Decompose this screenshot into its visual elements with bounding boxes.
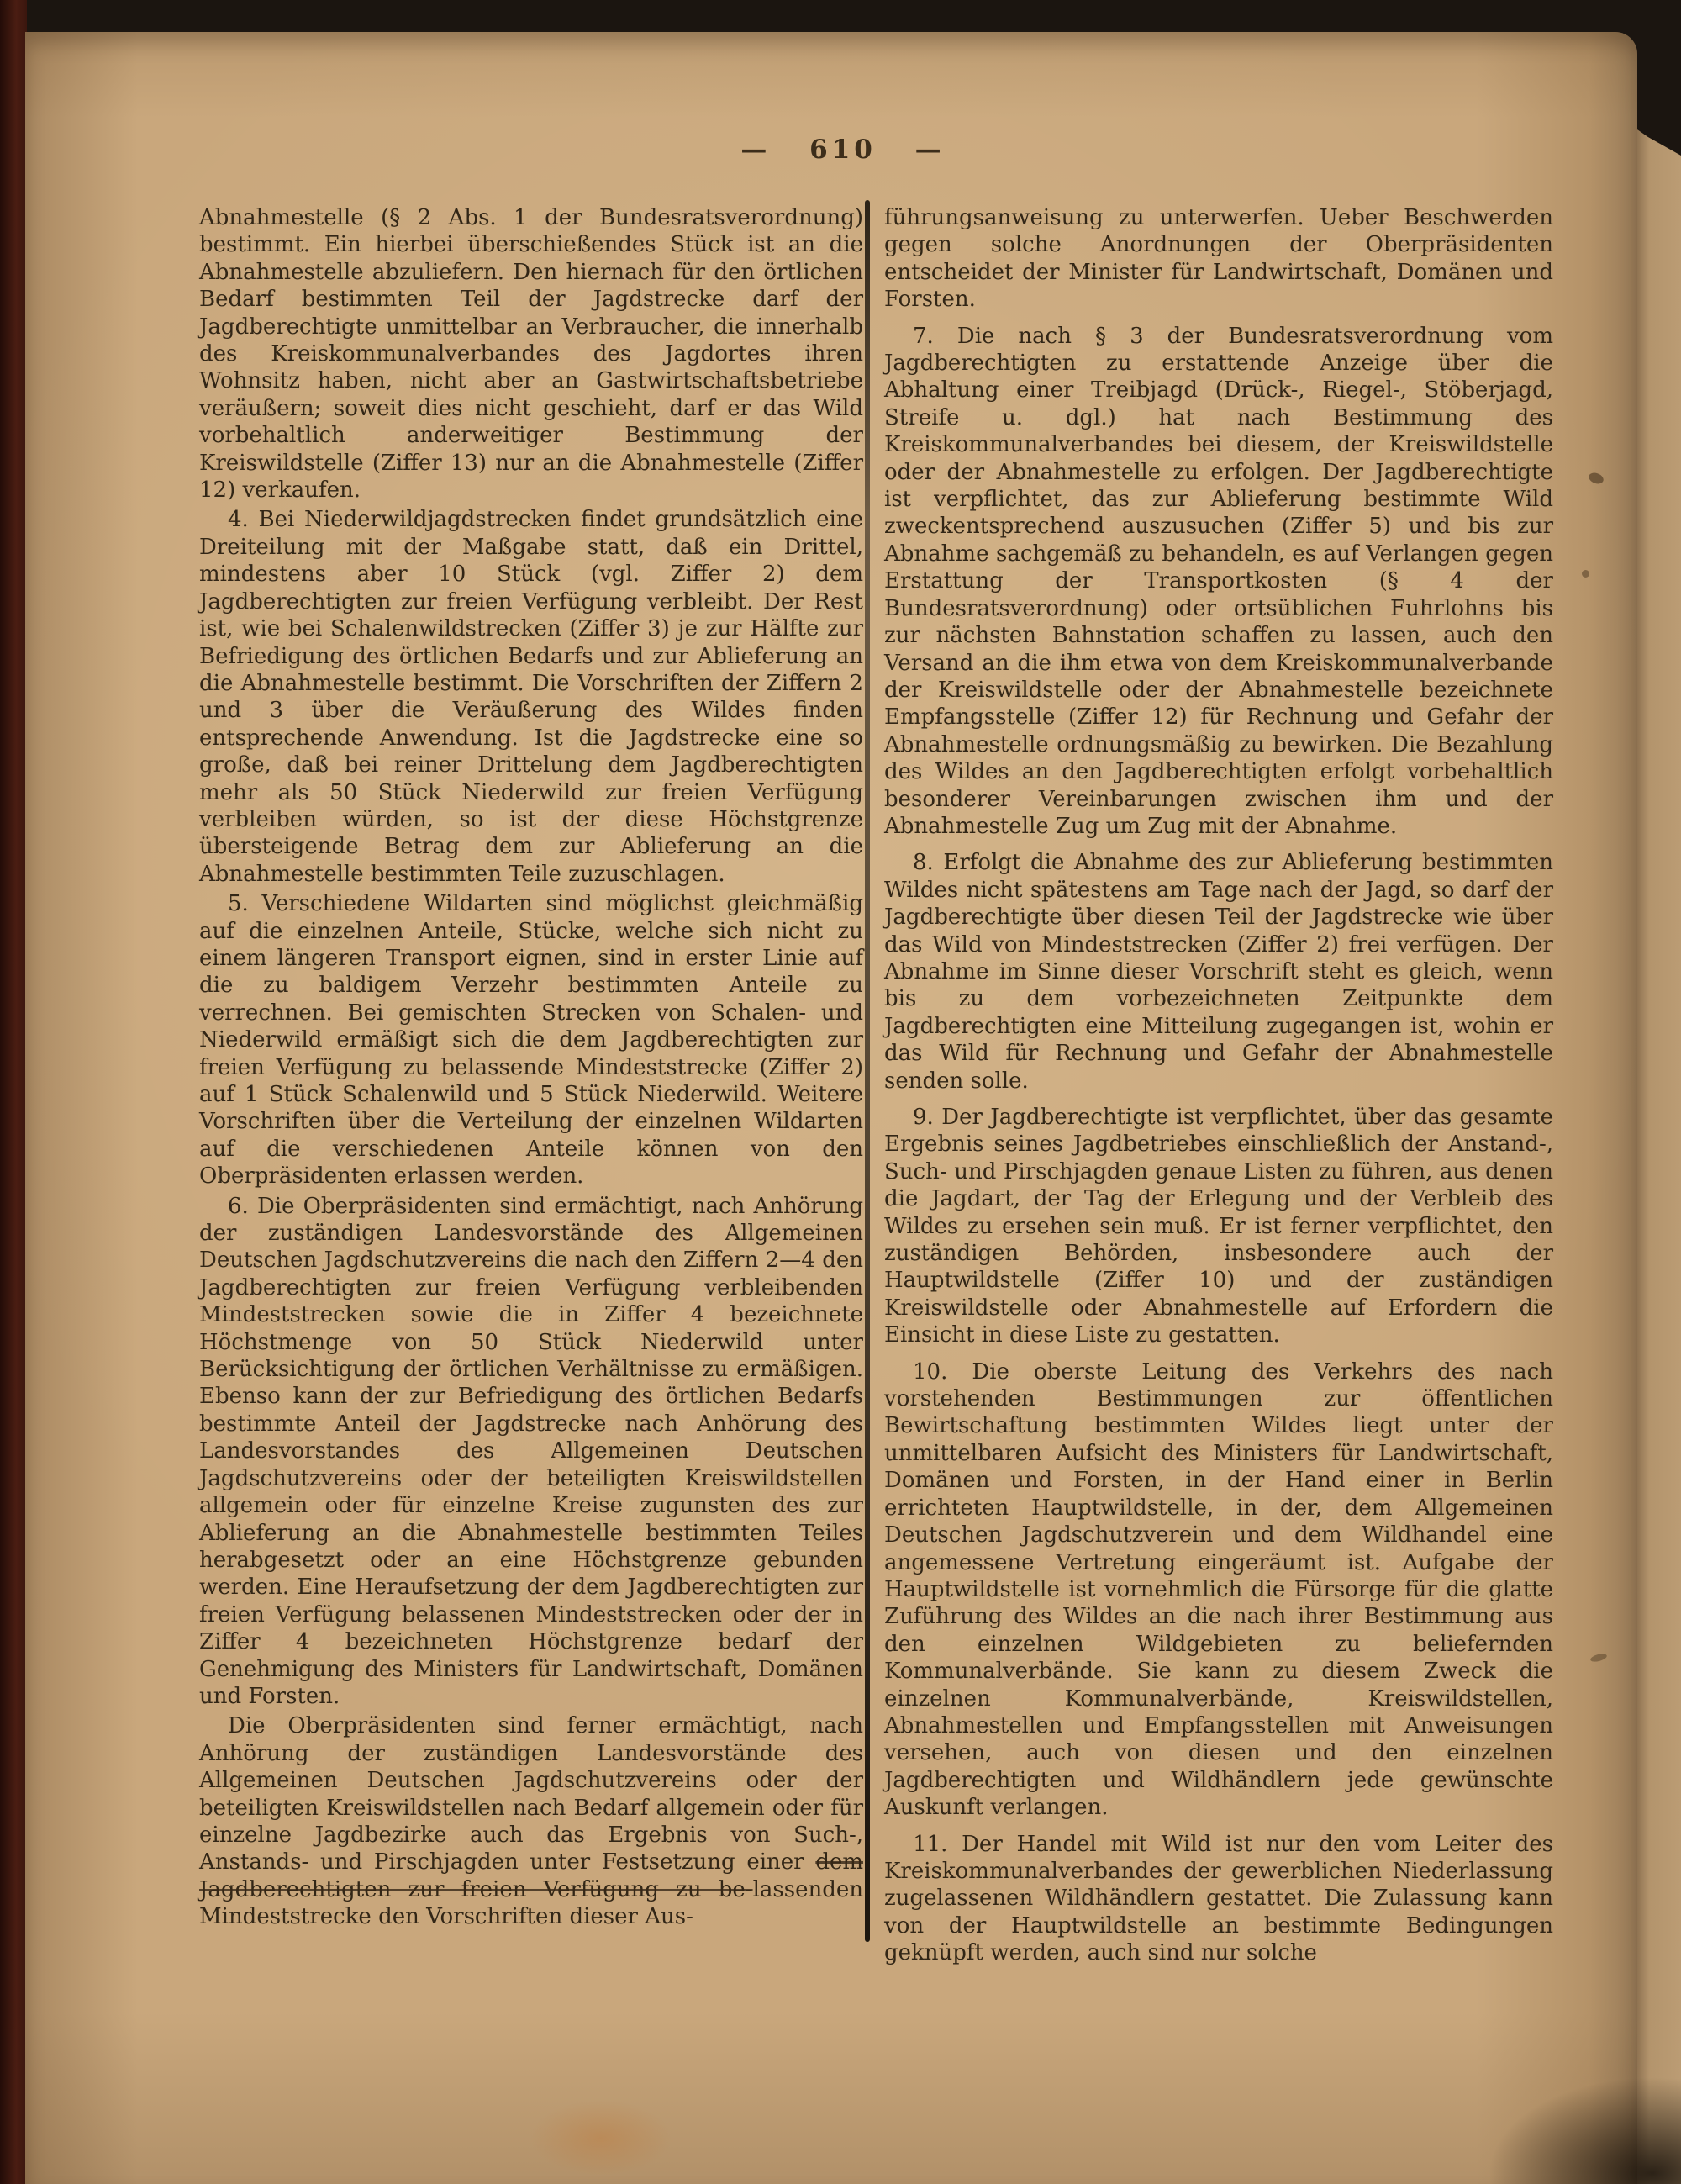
ink-speck xyxy=(1582,570,1589,578)
left-column xyxy=(199,204,863,1933)
page-number: — 610 — xyxy=(740,135,946,165)
next-page-edge xyxy=(1636,101,1681,2184)
paragraph-5: 5. Verschiedene Wildarten sind möglichst gleichmäßig auf die einzelnen Anteile, Stücke, welche sich nicht zu einem längeren Transport eignen, sind in erster Linie auf die zu baldigem Verzehr bestimmten Anteile zu verrechnen. Bei gemischten Strecken von Schalen- und Niederwild ermäßigt sich die dem Jagdberechtigten zur freien Verfügung zu belassende Mindeststrecke (Ziffer 2) auf 1 Stück Schalenwild und 5 Stück Niederwild. Weitere Vorschriften über die Verteilung der einzelnen Wildarten auf die verschiedenen Anteile können von den Oberpräsidenten erlassen werden. xyxy=(199,891,863,1190)
paragraph-text: lassenden Mindeststrecke den Vorschriften dieser Aus- xyxy=(199,1876,863,1930)
ink-speck xyxy=(1587,471,1605,485)
book-cover-edge xyxy=(0,0,27,2184)
column-divider-rule xyxy=(865,200,870,1942)
paper-stain xyxy=(530,2100,672,2176)
pencil-strikethrough-text: dem Jagdberechtigten zur freien Verfügung zu be- xyxy=(199,1849,863,1902)
book-page xyxy=(25,32,1637,2184)
paragraph-6: 6. Die Oberpräsidenten sind ermächtigt, nach Anhörung der zuständigen Landesvorstände des Allgemeinen Deutschen Jagdschutzvereins die nach den Ziffern 2—4 den Jagdberechtigten zur freien Verfügung verbleibenden Mindeststrecken sowie die in Ziffer 4 bezeichnete Höchstmenge von 50 Stück Niederwild unter Berücksichtigung der örtlichen Verhältnisse zu ermäßigen. Ebenso kann der zur Befriedigung des örtlichen Bedarfs bestimmte Anteil der Jagdstrecke nach Anhörung des Landesvorstandes des Allgemeinen Deutschen Jagdschutzvereins oder der beteiligten Kreiswildstellen allgemein oder für einzelne Kreise zugunsten des zur Ablieferung an die Abnahmestelle bestimmten Teiles herabgesetzt oder an eine Höchstgrenze gebunden werden. Eine Heraufsetzung der dem Jagdberechtigten zur freien Verfügung belassenen Mindeststrecken oder der in Ziffer 4 bezeichneten Höchstgrenze bedarf der Genehmigung des Ministers für Landwirtschaft, Domänen und Forsten. xyxy=(199,1193,863,1709)
paragraph-10: 10. Die oberste Leitung des Verkehrs des nach vorstehenden Bestimmungen zur öffentlichen Bewirtschaftung bestimmten Wildes liegt unter der unmittelbaren Aufsicht des Ministers für Landwirtschaft, Domänen und Forsten, in der Hand einer in Berlin errichteten Hauptwildstelle, in der, dem Allgemeinen Deutschen Jagdschutzverein und dem Wildhandel eine angemessene Vertretung eingeräumt ist. Aufgabe der Hauptwildstelle ist vornehmlich die Fürsorge für die glatte Zuführung des Wildes an die nach ihrer Bestimmung aus den einzelnen Wildgebieten zu beliefernden Kommunalverbände. Sie kann zu diesem Zweck die einzelnen Kommunalverbände, Kreiswildstellen, Abnahmestellen und Empfangsstellen mit Anweisungen versehen, auch von diesen und den einzelnen Jagdberechtigten und Wildhändlern jede gewünschte Auskunft verlangen. xyxy=(884,1358,1553,1821)
paragraph-continuation: führungsanweisung zu unterwerfen. Ueber Beschwerden gegen solche Anordnungen der Oberpräsidenten entscheidet der Minister für Landwirtschaft, Domänen und Forsten. xyxy=(884,205,1553,313)
bottom-corner-shadow xyxy=(1488,2076,1681,2184)
paragraph-4: 4. Bei Niederwildjagdstrecken findet grundsätzlich eine Dreiteilung mit der Maßgabe statt, daß ein Drittel, mindestens aber 10 Stück (vgl. Ziffer 2) dem Jagdberechtigten zur freien Verfügung verbleibt. Der Rest ist, wie bei Schalenwildstrecken (Ziffer 3) je zur Hälfte zur Befriedigung des örtlichen Bedarfs und zur Ablieferung an die Abnahmestelle bestimmt. Die Vorschriften der Ziffern 2 und 3 über die Veräußerung des Wildes finden entsprechende Anwendung. Ist die Jagdstrecke eine so große, daß bei reiner Drittelung dem Jagdberechtigten mehr als 50 Stück Niederwild zur freien Verfügung verbleiben würden, so ist der diese Höchstgrenze übersteigende Betrag dem zur Ablieferung an die Abnahmestelle bestimmten Teile zuzuschlagen. xyxy=(199,507,863,887)
paragraph-8: 8. Erfolgt die Abnahme des zur Ablieferung bestimmten Wildes nicht spätestens am Tage nach der Jagd, so darf der Jagdberechtigte über diesen Teil der Jagdstrecke wie über das Wild von Mindeststrecken (Ziffer 2) frei verfügen. Der Abnahme im Sinne dieser Vorschrift steht es gleich, wenn bis zu dem vorbezeichneten Zeitpunkte dem Jagdberechtigten eine Mitteilung zugegangen ist, wohin er das Wild für Rechnung und Gefahr der Abnahmestelle senden solle. xyxy=(884,850,1553,1094)
paragraph-9: 9. Der Jagdberechtigte ist verpflichtet, über das gesamte Ergebnis seines Jagdbetriebes einschließlich der Anstand-, Such- und Pirschjagden genaue Listen zu führen, aus denen die Jagdart, der Tag der Erlegung und der Verbleib des Wildes zu ersehen sein muß. Er ist ferner verpflichtet, den zuständigen Behörden, insbesondere auch der Hauptwildstelle (Ziffer 10) und der zuständigen Kreiswildstelle oder Abnahmestelle auf Erfordern die Einsicht in diese Liste zu gestatten. xyxy=(884,1105,1553,1348)
right-column xyxy=(884,204,1553,1976)
paragraph-7: 7. Die nach § 3 der Bundesratsverordnung vom Jagdberechtigten zu erstattende Anzeige über die Abhaltung einer Treibjagd (Drück-, Riegel-, Stöberjagd, Streife u. dgl.) hat nach Bestimmung des Kreiskommunalverbandes bei diesem, der Kreiswildstelle oder der Abnahmestelle zu erfolgen. Der Jagdberechtigte ist verpflichtet, das zur Ablieferung bestimmte Wild zweckentsprechend auszusuchen (Ziffer 5) und bis zur Abnahme sachgemäß zu behandeln, es auf Verlangen gegen Erstattung der Transportkosten (§ 4 der Bundesratsverordnung) oder ortsüblichen Fuhrlohns bis zur nächsten Bahnstation schaffen zu lassen, auch den Versand an die ihm etwa von dem Kreiskommunalverbande der Kreiswildstelle oder der Abnahmestelle bezeichnete Empfangsstelle (Ziffer 12) für Rechnung und Gefahr der Abnahmestelle ordnungsmäßig zu bewirken. Die Bezahlung des Wildes an den Jagdberechtigten erfolgt vorbehaltlich besonderer Vereinbarungen zwischen ihm und der Abnahmestelle Zug um Zug mit der Abnahme. xyxy=(884,323,1553,839)
paragraph-continuation: Abnahmestelle (§ 2 Abs. 1 der Bundesratsverordnung) bestimmt. Ein hierbei überschießendes Stück ist an die Abnahmestelle abzuliefern. Den hiernach für den örtlichen Bedarf bestimmten Teil der Jagdstrecke darf der Jagdberechtigte unmittelbar an Verbraucher, die innerhalb des Kreiskommunalverbandes des Jagdortes ihren Wohnsitz haben, nicht aber an Gastwirtschaftsbetriebe veräußern; soweit dies nicht geschieht, darf er das Wild vorbehaltlich anderweitiger Bestimmung der Kreiswildstelle (Ziffer 13) nur an die Abnahmestelle (Ziffer 12) verkaufen. xyxy=(199,205,863,504)
paragraph-6b-with-pencil-strike xyxy=(199,1712,863,1930)
ink-speck xyxy=(1589,1653,1607,1664)
paragraph-11: 11. Der Handel mit Wild ist nur den vom Leiter des Kreiskommunalverbandes der gewerblichen Niederlassung zugelassenen Wildhändlern gestattet. Die Zulassung kann von der Hauptwildstelle an bestimmte Bedingungen geknüpft werden, auch sind nur solche xyxy=(884,1831,1553,1966)
paragraph-text: Die Oberpräsidenten sind ferner ermächtigt, nach Anhörung der zuständigen Landesvorstände des Allgemeinen Deutschen Jagdschutzvereins oder der beteiligten Kreiswildstellen nach Bedarf allgemein oder für einzelne Jagdbezirke auch das Ergebnis von Such-, Anstands- und Pirschjagden unter Festsetzung einer xyxy=(199,1713,863,1875)
scan-background-top xyxy=(0,0,1681,35)
